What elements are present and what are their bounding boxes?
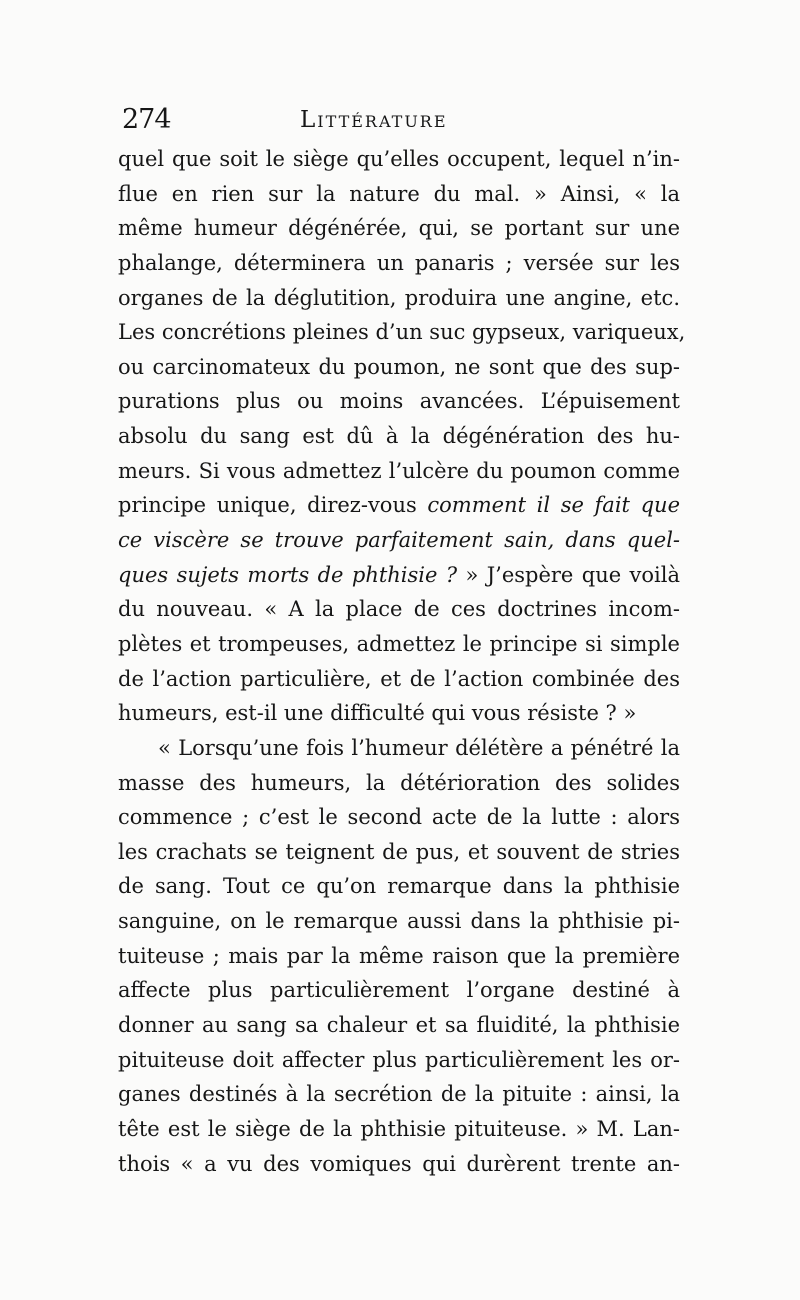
text-line	[118, 142, 680, 177]
text-line	[118, 350, 680, 385]
line-text: thois « a vu des vomiques qui durèrent trente an-	[118, 1151, 680, 1176]
text-line	[118, 1077, 680, 1112]
text-line	[118, 523, 680, 558]
running-title: Littérature	[300, 107, 448, 133]
italic-text: ce viscère se trouve parfaitement sain, dans quel-	[118, 528, 680, 553]
line-text: purations plus ou moins avancées. L’épuisement	[118, 389, 680, 414]
line-text: affecte plus particulièrement l’organe destiné à	[118, 978, 680, 1003]
line-text: masse des humeurs, la détérioration des solides	[118, 770, 680, 795]
line-text: Les concrétions pleines d’un suc gypseux, variqueux,	[118, 320, 686, 345]
line-text: pituiteuse doit affecter plus particulièrement les or-	[118, 1047, 680, 1072]
page-number: 274	[122, 104, 171, 135]
line-text: les crachats se teignent de pus, et souvent de stries	[118, 839, 680, 864]
line-text: phalange, déterminera un panaris ; versée sur les	[118, 250, 680, 275]
text-line	[118, 766, 680, 801]
text-line	[118, 177, 680, 212]
line-text: ou carcinomateux du poumon, ne sont que des sup-	[118, 354, 680, 379]
line-text: organes de la déglutition, produira une angine, etc.	[118, 285, 680, 310]
text-line	[118, 315, 686, 350]
line-text: ganes destinés à la secrétion de la pituite : ainsi, la	[118, 1082, 680, 1107]
line-text: plètes et trompeuses, admettez le principe si simple	[118, 631, 680, 656]
text-line	[118, 904, 680, 939]
text-line	[118, 835, 680, 870]
line-text: quel que soit le siège qu’elles occupent, lequel n’in-	[118, 147, 680, 171]
text-line	[118, 800, 680, 835]
text-line	[118, 1112, 680, 1147]
line-text: même humeur dégénérée, qui, se portant sur une	[118, 216, 680, 241]
line-text: « Lorsqu’une fois l’humeur délétère a pénétré la	[158, 735, 680, 760]
text-line	[118, 973, 680, 1008]
text-line	[118, 662, 680, 697]
line-text: commence ; c’est le second acte de la lutte : alors	[118, 805, 680, 830]
line-text: donner au sang sa chaleur et sa fluidité, la phthisie	[118, 1013, 680, 1038]
running-head	[122, 100, 682, 140]
text-line	[118, 281, 680, 316]
body-text	[118, 142, 686, 1181]
line-text: tuiteuse ; mais par la même raison que la première	[118, 943, 680, 968]
text-line	[118, 488, 680, 523]
text-line	[118, 558, 680, 593]
text-line	[118, 384, 680, 419]
line-text: meurs. Si vous admettez l’ulcère du poumon comme	[118, 458, 680, 483]
text-line	[118, 592, 680, 627]
text-line	[118, 1008, 680, 1043]
text-line	[118, 731, 680, 766]
text-line	[118, 246, 680, 281]
italic-text: comment il se fait que	[427, 493, 680, 518]
line-text: sanguine, on le remarque aussi dans la phthisie pi-	[118, 909, 680, 934]
text-line	[118, 696, 680, 731]
text-line	[118, 419, 680, 454]
text-line	[118, 869, 680, 904]
text-line	[118, 627, 680, 662]
line-text: du nouveau. « A la place de ces doctrines incom-	[118, 597, 680, 622]
line-text: de l’action particulière, et de l’action combinée des	[118, 666, 680, 691]
line-text: absolu du sang est dû à la dégénération des hu-	[118, 424, 680, 449]
line-text: humeurs, est-il une difficulté qui vous résiste ? »	[118, 701, 637, 726]
line-text: tête est le siège de la phthisie pituiteuse. » M. Lan-	[118, 1116, 680, 1141]
line-text: de sang. Tout ce qu’on remarque dans la phthisie	[118, 874, 680, 899]
line-text: principe unique, direz-vous	[118, 493, 428, 518]
italic-text: ques sujets morts de phthisie ?	[118, 562, 458, 587]
line-text: » J’espère que voilà	[457, 562, 680, 587]
text-line	[118, 454, 680, 489]
text-line	[118, 1147, 680, 1182]
line-text: flue en rien sur la nature du mal. » Ainsi, « la	[118, 181, 680, 206]
text-line	[118, 939, 680, 974]
text-line	[118, 211, 680, 246]
text-line	[118, 1043, 680, 1078]
